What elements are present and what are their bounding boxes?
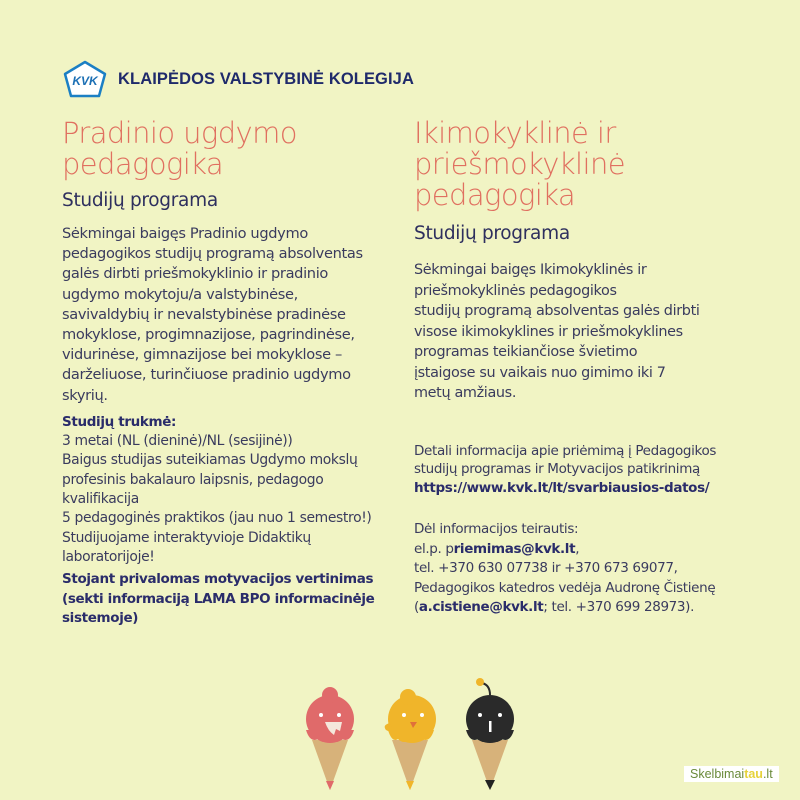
program-title xyxy=(62,118,407,180)
text-line: profesinis bakalauro laipsnis, pedagogo xyxy=(62,471,324,488)
text-line: el.p. p xyxy=(414,540,454,557)
text-line: mokyklose, progimnazijose, pagrindinėse, xyxy=(62,326,355,344)
program-intro xyxy=(62,224,407,406)
program-preschool-education xyxy=(414,118,764,618)
text-line: pedagogikos studijų programą absolventas xyxy=(62,245,363,263)
text-line: sistemoje) xyxy=(62,610,139,627)
text-line: Sėkmingai baigęs Pradinio ugdymo xyxy=(62,225,308,242)
text-line: skyrių. xyxy=(62,386,108,404)
phones: tel. +370 630 07738 ir +370 673 69077, xyxy=(414,560,678,576)
admission-info xyxy=(414,442,764,498)
text-line: Skelbimai xyxy=(690,767,745,781)
brand-name: KLAIPĖDOS VALSTYBINĖ KOLEGIJA xyxy=(118,70,414,88)
text-line: studijų programas ir Motyvacijos patikrinimą xyxy=(414,461,700,477)
text-line: galės dirbti priešmokyklinio ir pradinio xyxy=(62,265,328,283)
admission-link[interactable]: https://www.kvk.lt/lt/svarbiausios-datos/ xyxy=(414,479,710,496)
text-line: Baigus studijas suteikiamas Ugdymo mokslų xyxy=(62,452,358,469)
program-subtitle: Studijų programa xyxy=(414,223,570,244)
department-head: Pedagogikos katedros vedėja Audronę Čistienę xyxy=(414,579,716,596)
text-line: priešmokyklinės pedagogikos xyxy=(414,282,617,299)
text-line: ugdymo mokytoju/a valstybinėse, xyxy=(62,285,298,303)
text-line: ; tel. +370 699 28973). xyxy=(543,599,695,615)
text-line: 5 pedagoginės praktikos (jau nuo 1 semestro!) xyxy=(62,510,372,527)
text-line: kvalifikacija xyxy=(62,490,139,507)
logo-text: KVK xyxy=(72,74,98,88)
yellow-chick-ice-cream-icon xyxy=(385,689,436,790)
text-line: savivaldybių ir nevalstybinėse pradinėse xyxy=(62,305,346,323)
text-line: Pradinio ugdymo xyxy=(62,116,297,150)
contact-info xyxy=(414,520,764,618)
head-contact xyxy=(414,598,764,618)
motivation-note xyxy=(62,570,407,629)
pink-ice-cream-icon xyxy=(306,687,354,790)
text-line: , xyxy=(575,540,580,557)
text-line: Stojant privalomas motyvacijos vertinimas xyxy=(62,571,374,588)
text-line: (sekti informaciją LAMA BPO informacinėje xyxy=(62,590,375,607)
text-line: tau xyxy=(744,767,763,781)
text-line: 3 metai (NL (dieninė)/NL (sesijinė)) xyxy=(62,433,293,450)
ice-cream-pencils-illustration xyxy=(290,675,530,795)
text-line: pedagogika xyxy=(62,147,224,181)
program-subtitle: Studijų programa xyxy=(62,190,218,211)
text-line: studijų programą absolventas galės dirbti xyxy=(414,303,700,319)
text-line: programas teikiančiose švietimo xyxy=(414,344,638,360)
text-line: laboratorijoje! xyxy=(62,548,155,565)
email-line xyxy=(414,540,764,560)
head-email[interactable]: a.cistiene@kvk.lt xyxy=(418,599,544,615)
text-line: Studijuojame interaktyvioje Didaktikų xyxy=(62,529,311,546)
text-line: Sėkmingai baigęs Ikimokyklinės ir xyxy=(414,262,647,278)
admission-email[interactable]: riemimas@kvk.lt xyxy=(453,540,576,557)
program-intro xyxy=(414,260,764,404)
program-details xyxy=(62,432,407,567)
black-bomb-ice-cream-icon xyxy=(466,678,514,790)
text-line: įstaigose su vaikais nuo gimimo iki 7 xyxy=(414,364,666,381)
text-line: Detali informacija apie priėmimą į Pedagogikos xyxy=(414,442,717,459)
program-title xyxy=(414,118,764,211)
text-line: ( xyxy=(414,599,419,615)
kvk-logo xyxy=(62,60,108,100)
program-primary-education xyxy=(62,118,407,629)
text-line: Dėl informacijos teirautis: xyxy=(414,521,579,537)
text-line: priešmokyklinė xyxy=(414,147,625,181)
duration-label: Studijų trukmė: xyxy=(62,413,177,430)
text-line: .lt xyxy=(762,767,773,781)
text-line: pedagogika xyxy=(414,178,576,212)
text-line: darželiuose, turinčiuose pradinio ugdymo xyxy=(62,366,351,384)
text-line: metų amžiaus. xyxy=(414,385,517,401)
text-line: vidurinėse, gimnazijose bei mokyklose – xyxy=(62,346,342,364)
watermark xyxy=(684,766,779,782)
text-line: Ikimokyklinė ir xyxy=(414,116,616,150)
text-line: visose ikimokyklines ir priešmokyklines xyxy=(414,323,683,340)
